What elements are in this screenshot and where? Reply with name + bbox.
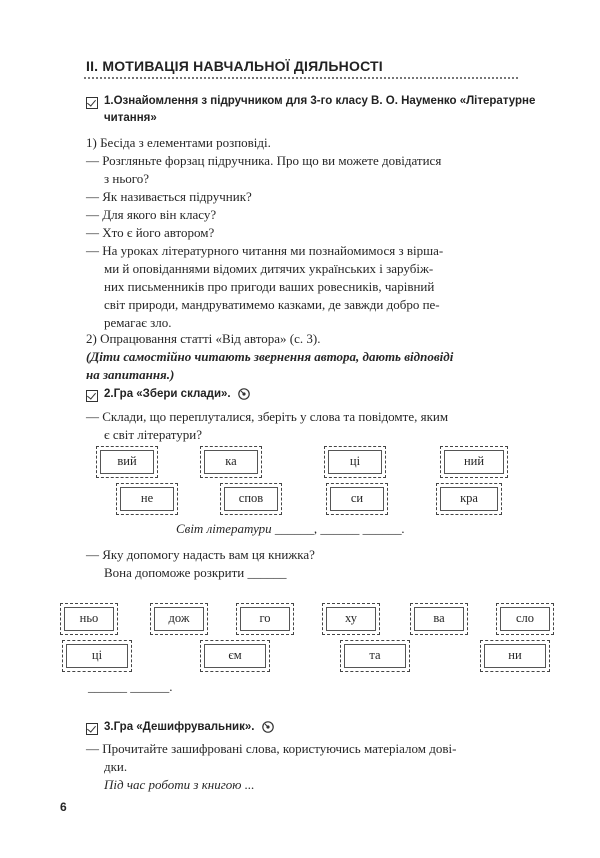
task3-heading: 3.Гра «Дешифрувальник».	[104, 721, 255, 733]
syllable-text: ва	[414, 607, 464, 631]
task1-line-6: — Хто є його автором?	[86, 225, 215, 240]
syllable-text: ньо	[64, 607, 114, 631]
syllable-card	[436, 483, 502, 515]
syllable-text: кра	[440, 487, 498, 511]
task3-line2: дки.	[104, 759, 128, 774]
task3-line1: — Прочитайте зашифровані слова, користуючись матеріалом дові-	[86, 741, 457, 756]
syllable-card	[96, 446, 158, 478]
disc-icon	[238, 388, 250, 400]
task1-heading-line2: читання»	[104, 112, 157, 124]
syllable-card	[440, 446, 508, 478]
syllable-text: єм	[204, 644, 266, 668]
syllable-text: ни	[484, 644, 546, 668]
task2-checkbox-icon	[86, 390, 98, 402]
syllable-text: си	[330, 487, 384, 511]
task2-answer-line: Світ літератури ______, ______ ______.	[176, 521, 405, 536]
task3-line3: Під час роботи з книгою ...	[104, 777, 255, 792]
task3-checkbox-icon	[86, 723, 98, 735]
disc-icon	[262, 721, 274, 733]
syllable-card	[496, 603, 554, 635]
task1-para-line-4: ремагає зло.	[104, 315, 172, 330]
syllable-text: та	[344, 644, 406, 668]
task1-line-4: — Як називається підручник?	[86, 189, 252, 204]
dotted-divider	[84, 77, 518, 79]
syllable-card	[150, 603, 208, 635]
syllable-card	[410, 603, 468, 635]
syllable-text: ці	[328, 450, 382, 474]
syllable-card	[322, 603, 380, 635]
task2-blank-line: ______ ______.	[88, 679, 173, 694]
task1-line-1: 1) Бесіда з елементами розповіді.	[86, 135, 271, 150]
syllable-card	[480, 640, 550, 672]
syllable-card	[220, 483, 282, 515]
task1-para-line-3: світ природи, мандруватимемо казками, де завжди добро пе-	[104, 297, 440, 312]
task1-para-first: — На уроках літературного читання ми познайомимося з вірша-	[86, 243, 444, 258]
syllable-text: спов	[224, 487, 278, 511]
syllable-card	[236, 603, 294, 635]
syllable-card	[200, 446, 262, 478]
syllable-card	[60, 603, 118, 635]
task1-study-line: 2) Опрацювання статті «Від автора» (с. 3).	[86, 331, 321, 346]
syllable-text: ху	[326, 607, 376, 631]
task2-question-line2: є світ літератури?	[104, 427, 203, 442]
syllable-card	[340, 640, 410, 672]
task1-line-3: з нього?	[104, 171, 150, 186]
syllable-text: ний	[444, 450, 504, 474]
task1-para-line-2: них письменників про пригоди ваших ровесників, чарівний	[104, 279, 435, 294]
syllable-card	[324, 446, 386, 478]
task1-note-line2: на запитання.)	[86, 367, 175, 382]
task1-checkbox-icon	[86, 97, 98, 109]
task2-question-line1: — Склади, що переплуталися, зберіть у слова та повідомте, яким	[86, 409, 449, 424]
task2-heading: 2.Гра «Збери склади».	[104, 388, 231, 400]
task1-note-line1: (Діти самостійно читають звернення автора, дають відповіді	[86, 349, 454, 364]
task1-heading-line1: 1.Ознайомлення з підручником для 3-го класу В. О. Науменко «Літературне	[104, 95, 536, 107]
syllable-text: не	[120, 487, 174, 511]
syllable-card	[200, 640, 270, 672]
task2-question2: — Яку допомогу надасть вам ця книжка?	[86, 547, 315, 562]
syllable-card	[62, 640, 132, 672]
syllable-card	[326, 483, 388, 515]
task1-line-5: — Для якого він класу?	[86, 207, 217, 222]
syllable-text: дож	[154, 607, 204, 631]
task1-para-line-1: ми й оповіданнями відомих дитячих українських і зарубіж-	[104, 261, 434, 276]
syllable-text: ка	[204, 450, 258, 474]
syllable-text: го	[240, 607, 290, 631]
syllable-text: сло	[500, 607, 550, 631]
page-number: 6	[60, 800, 67, 814]
task2-answer2: Вона допоможе розкрити ______	[104, 565, 287, 580]
syllable-card	[116, 483, 178, 515]
task1-line-2: — Розгляньте форзац підручника. Про що ви можете довідатися	[86, 153, 442, 168]
syllable-text: вий	[100, 450, 154, 474]
section-title: II. МОТИВАЦІЯ НАВЧАЛЬНОЇ ДІЯЛЬНОСТІ	[86, 58, 383, 74]
syllable-text: ці	[66, 644, 128, 668]
